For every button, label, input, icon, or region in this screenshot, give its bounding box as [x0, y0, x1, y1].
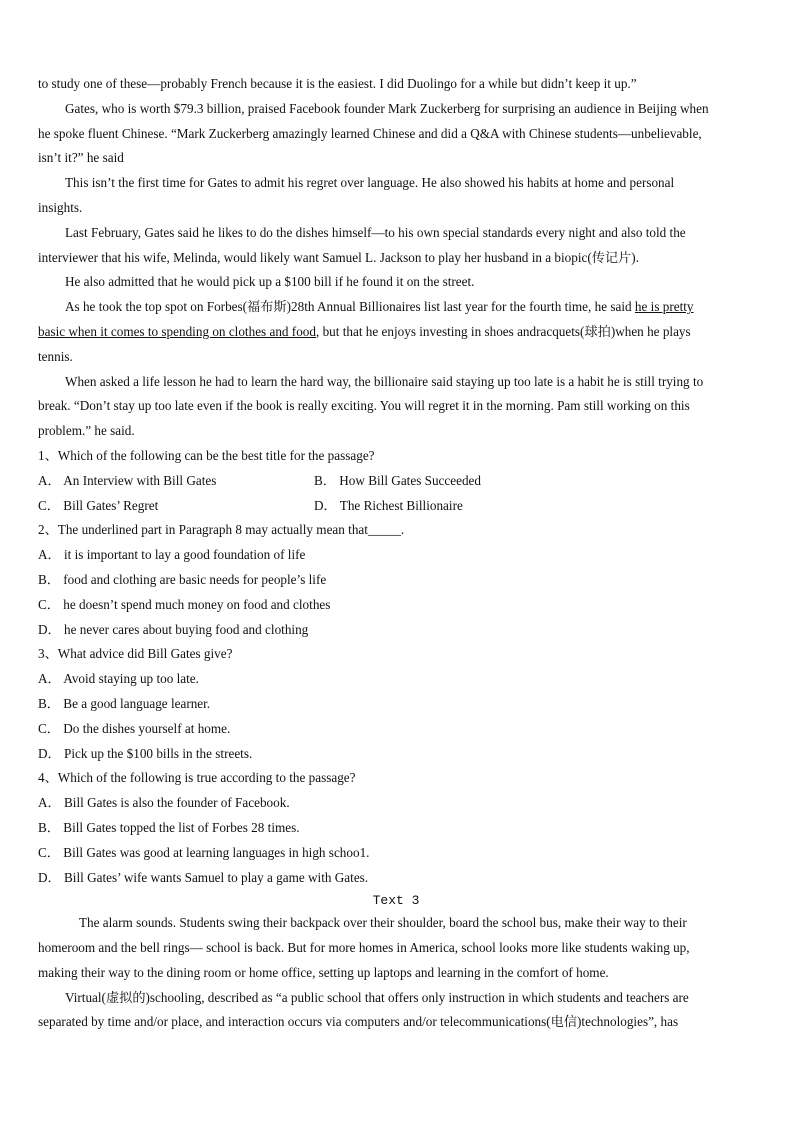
passage-line: to study one of these—probably French because it is the easiest. I did Duolingo for a while but didn’t keep it up.” — [38, 76, 637, 91]
passage-line: When asked a life lesson he had to learn the hard way, the billionaire said staying up too late is a habit he is still trying to — [65, 373, 704, 389]
option-a: A． it is important to lay a good foundation of life — [38, 547, 306, 563]
passage-line: interviewer that his wife, Melinda, would likely want Samuel L. Jackson to play her husband in a biopic(传记片). — [38, 249, 639, 265]
option-d: D． The Richest Billionaire — [314, 497, 463, 513]
option-b: B． Bill Gates topped the list of Forbes 28 times. — [38, 819, 300, 835]
option-d: D． Bill Gates’ wife wants Samuel to play a game with Gates. — [38, 869, 369, 885]
document-page — [38, 72, 754, 1035]
question-2-stem: 2、The underlined part in Paragraph 8 may actually mean that_____. — [38, 522, 405, 538]
question-1-options-row-1 — [38, 469, 754, 494]
option-d: D． Pick up the $100 bills in the streets. — [38, 745, 253, 761]
option-b: B． Be a good language learner. — [38, 695, 211, 711]
underlined-phrase: he is pretty — [634, 299, 694, 315]
option-c: C． Bill Gates was good at learning languages in high schoo1. — [38, 844, 370, 860]
p8-text: As he took the top spot on Forbes(福布斯)28th Annual Billionaires list last year for the fourth time, he said — [65, 299, 635, 315]
passage-line: break. “Don’t stay up too late even if the book is really exciting. You will regret it in the morning. Pam still working on this — [38, 398, 690, 414]
option-c: C． Do the dishes yourself at home. — [38, 720, 231, 736]
passage-line: This isn’t the first time for Gates to admit his regret over language. He also showed his habits at home and personal — [65, 175, 675, 191]
underlined-phrase: basic when it comes to spending on clothes and food — [38, 323, 316, 339]
option-a: A． Avoid staying up too late. — [38, 671, 199, 687]
passage-line: problem.” he said. — [38, 423, 135, 439]
passage-line: he spoke fluent Chinese. “Mark Zuckerberg amazingly learned Chinese and did a Q&A with Chinese students—unbelievable, — [38, 125, 702, 141]
passage-line: homeroom and the bell rings— school is back. But for more homes in America, school looks more like students waking up, — [38, 940, 690, 956]
paragraph-8-line-3: tennis. — [38, 348, 73, 364]
passage-line: Virtual(虚拟的)schooling, described as “a public school that offers only instruction in which students and teachers are — [65, 989, 689, 1005]
option-a: A． An Interview with Bill Gates — [38, 472, 217, 488]
option-c: C． he doesn’t spend much money on food and clothes — [38, 596, 331, 612]
passage-line: Gates, who is worth $79.3 billion, praised Facebook founder Mark Zuckerberg for surprising an audience in Beijing when — [65, 100, 709, 116]
paragraph-8-line-1 — [38, 295, 754, 320]
question-1-stem: 1、Which of the following can be the best title for the passage? — [38, 447, 375, 463]
question-3-stem: 3、What advice did Bill Gates give? — [38, 646, 233, 662]
option-d: D． he never cares about buying food and clothing — [38, 621, 309, 637]
paragraph-8-line-2 — [38, 320, 754, 345]
passage-line: He also admitted that he would pick up a $100 bill if he found it on the street. — [65, 274, 475, 290]
p8-text: , but that he enjoys investing in shoes andracquets(球拍)when he plays — [315, 323, 691, 339]
passage-line: Last February, Gates said he likes to do the dishes himself—to his own special standards every night and also told the — [65, 224, 686, 240]
passage-line: making their way to the dining room or home office, setting up laptops and learning in the comfort of home. — [38, 964, 609, 980]
option-c: C． Bill Gates’ Regret — [38, 497, 159, 513]
question-4-stem: 4、Which of the following is true according to the passage? — [38, 770, 356, 786]
option-b: B． How Bill Gates Succeeded — [314, 472, 482, 488]
question-1-options-row-2 — [38, 494, 754, 519]
passage-line: isn’t it?” he said — [38, 150, 124, 166]
passage-line: The alarm sounds. Students swing their backpack over their shoulder, board the school bus, make their way to their — [79, 915, 687, 931]
passage-line: insights. — [38, 199, 83, 215]
option-b: B． food and clothing are basic needs for people’s life — [38, 571, 327, 587]
option-a: A． Bill Gates is also the founder of Facebook. — [38, 795, 290, 811]
section-heading-text-3: Text 3 — [372, 893, 420, 909]
passage-line: separated by time and/or place, and interaction occurs via computers and/or telecommunications(电信)technologies”, has — [38, 1014, 679, 1030]
